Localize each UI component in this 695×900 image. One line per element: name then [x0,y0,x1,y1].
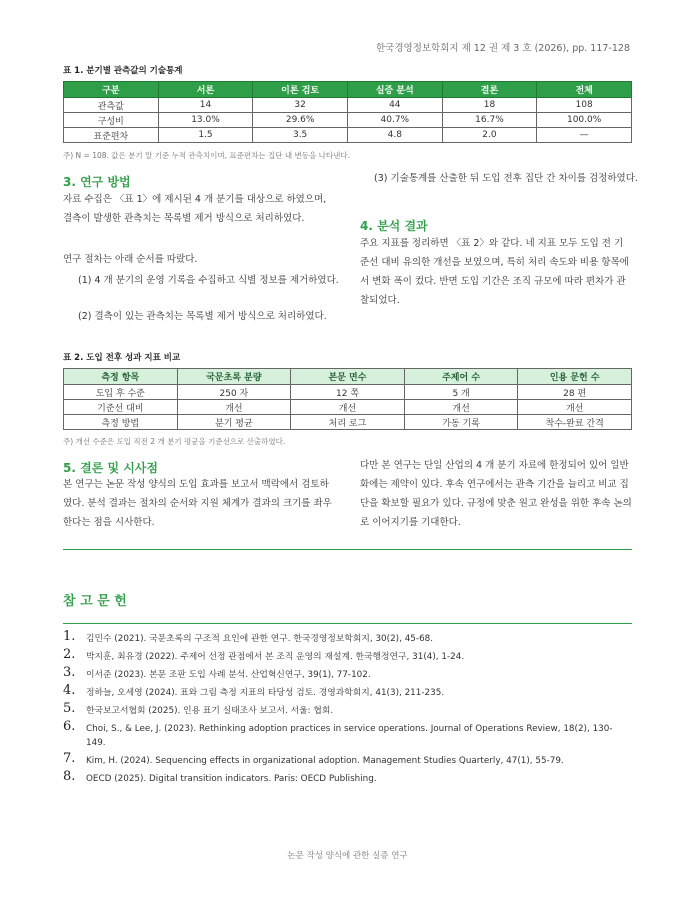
reference-text: 정하늘, 오세영 (2024). 표와 그림 측정 지표의 타당성 검토. 경영과학회지, 41(3), 211-235. [86,688,445,698]
table-1-header: 실증 분석 [347,82,442,98]
table-cell: 40.7% [347,113,442,128]
table-row [64,113,632,128]
reference-item [63,647,632,664]
reference-number: 8. [63,769,76,784]
reference-text: Kim, H. (2024). Sequencing effects in organizational adoption. Management Studies Quarterly, 47(1), 55-79. [86,756,564,766]
table-2-header: 본문 면수 [291,369,405,385]
table-2 [63,368,632,430]
table-cell: 개선 [177,400,291,415]
table-row [64,98,632,113]
table-1-header: 전체 [537,82,632,98]
table-cell: 100.0% [537,113,632,128]
reference-item [63,701,632,718]
table-cell: 108 [537,98,632,113]
table-cell: 표준편차 [64,128,159,143]
table-cell: 28 편 [518,385,632,400]
table-1 [63,81,632,143]
table-2-caption: 표 2. 도입 전후 성과 지표 비교 [63,353,181,363]
table-row [64,385,632,400]
table-2-note: 주) 개선 수준은 도입 직전 2 개 분기 평균을 기준선으로 산출하였다. [63,437,286,446]
reference-number: 6. [63,719,76,734]
reference-text: Choi, S., & Lee, J. (2023). Rethinking adoption practices in service operations. Journal of Operations Review, 18(2), 130-149. [86,724,613,748]
reference-number: 4. [63,683,76,698]
table-cell: 32 [253,98,348,113]
reference-item [63,665,632,682]
table-cell: 29.6% [253,113,348,128]
reference-number: 2. [63,647,76,662]
references-heading: 참 고 문 헌 [63,594,127,609]
table-1-header: 이론 검토 [253,82,348,98]
reference-item [63,719,632,750]
table-1-header-row [64,82,632,98]
procedure-step: (2) 결측이 있는 관측치는 목록별 제거 방식으로 처리하였다. [78,311,327,322]
section-5-paragraph-left: 본 연구는 논문 작성 양식의 도입 효과를 보고서 맥락에서 검토하였다. 분석 결과는 절차의 순서와 지원 체계가 결과의 크기를 좌우한다는 점을 시사한다. [63,479,332,528]
table-2-header-row [64,369,632,385]
table-2-header: 주제어 수 [404,369,518,385]
reference-item [63,629,632,646]
reference-text: 박지훈, 최유경 (2022). 주제어 선정 관점에서 본 조직 운영의 재설계. 한국행정연구, 31(4), 1-24. [86,652,465,662]
table-cell: 관측값 [64,98,159,113]
table-1-note: 주) N = 108. 값은 분기 말 기준 누적 관측치이며, 표준편차는 집단 내 변동을 나타낸다. [63,151,351,160]
section-4-heading: 4. 분석 결과 [360,219,428,233]
section-5-paragraph-right: 다만 본 연구는 단일 산업의 4 개 분기 자료에 한정되어 있어 일반화에는 제약이 있다. 후속 연구에서는 관측 기간을 늘리고 비교 집단을 확보할 필요가 있다. 규정에 맞춘 원고 완성을 위한 후속 논의로 이어지기를 기대한다. [360,460,632,528]
table-cell: 4.8 [347,128,442,143]
table-cell: 처리 로그 [291,415,405,430]
reference-text: 한국보고서협회 (2025). 인용 표기 실태조사 보고서. 서울: 협회. [86,706,334,716]
running-header: 한국경영정보학회지 제 12 권 제 3 호 (2026), pp. 117-128 [376,43,630,54]
table-2-header: 국문초록 분량 [177,369,291,385]
references-bottom-rule [63,623,632,624]
table-cell: 측정 방법 [64,415,178,430]
table-2-header: 인용 문헌 수 [518,369,632,385]
table-1-header: 서론 [158,82,253,98]
table-cell: 개선 [404,400,518,415]
page-footer: 논문 작성 양식에 관한 실증 연구 [287,851,408,861]
reference-item [63,683,632,700]
reference-text: OECD (2025). Digital transition indicators. Paris: OECD Publishing. [86,774,377,784]
references-top-rule [63,549,632,550]
section-4-paragraph: 주요 지표를 정리하면 〈표 2〉와 같다. 네 지표 모두 도입 전 기준선 대비 유의한 개선을 보였으며, 특히 처리 속도와 비용 항목에서 변화 폭이 컸다. 반면 도입 기간은 조직 규모에 따라 편차가 관찰되었다. [360,238,629,306]
table-cell: 개선 [518,400,632,415]
table-cell: — [537,128,632,143]
reference-list [63,629,632,790]
table-cell: 16.7% [442,113,537,128]
table-cell: 44 [347,98,442,113]
reference-number: 7. [63,751,76,766]
table-2-header: 측정 항목 [64,369,178,385]
section-3-paragraph: 자료 수집은 〈표 1〉에 제시된 4 개 분기를 대상으로 하였으며, 결측이 발생한 관측치는 목록별 제거 방식으로 처리하였다. [63,194,327,224]
table-cell: 5 개 [404,385,518,400]
table-row [64,400,632,415]
reference-text: 이서준 (2023). 본문 조판 도입 사례 분석. 산업혁신연구, 39(1), 77-102. [86,670,371,680]
reference-text: 김민수 (2021). 국문초록의 구조적 요인에 관한 연구. 한국경영정보학회지, 30(2), 45-68. [86,634,434,644]
table-cell: 3.5 [253,128,348,143]
reference-number: 1. [63,629,76,644]
reference-number: 3. [63,665,76,680]
table-cell: 13.0% [158,113,253,128]
table-cell: 분기 평균 [177,415,291,430]
table-row [64,415,632,430]
table-cell: 착수-완료 간격 [518,415,632,430]
reference-item [63,769,632,786]
table-cell: 1.5 [158,128,253,143]
table-cell: 기준선 대비 [64,400,178,415]
table-cell: 14 [158,98,253,113]
section-5-heading: 5. 결론 및 시사점 [63,461,158,475]
table-cell: 12 쪽 [291,385,405,400]
table-cell: 가동 기록 [404,415,518,430]
section-3-procedure-intro: 연구 절차는 아래 순서를 따랐다. [63,254,198,265]
table-row [64,128,632,143]
table-cell: 개선 [291,400,405,415]
procedure-step: (1) 4 개 분기의 운영 기록을 수집하고 식별 정보를 제거하였다. [78,275,339,286]
reference-item [63,751,632,768]
table-1-header: 구분 [64,82,159,98]
table-cell: 구성비 [64,113,159,128]
procedure-step: (3) 기술통계를 산출한 뒤 도입 전후 집단 간 차이를 검정하였다. [374,173,638,184]
table-1-header: 결론 [442,82,537,98]
table-cell: 18 [442,98,537,113]
table-cell: 2.0 [442,128,537,143]
table-cell: 250 자 [177,385,291,400]
section-3-heading: 3. 연구 방법 [63,175,131,189]
table-1-caption: 표 1. 분기별 관측값의 기술통계 [63,66,183,76]
table-cell: 도입 후 수준 [64,385,178,400]
reference-number: 5. [63,701,76,716]
